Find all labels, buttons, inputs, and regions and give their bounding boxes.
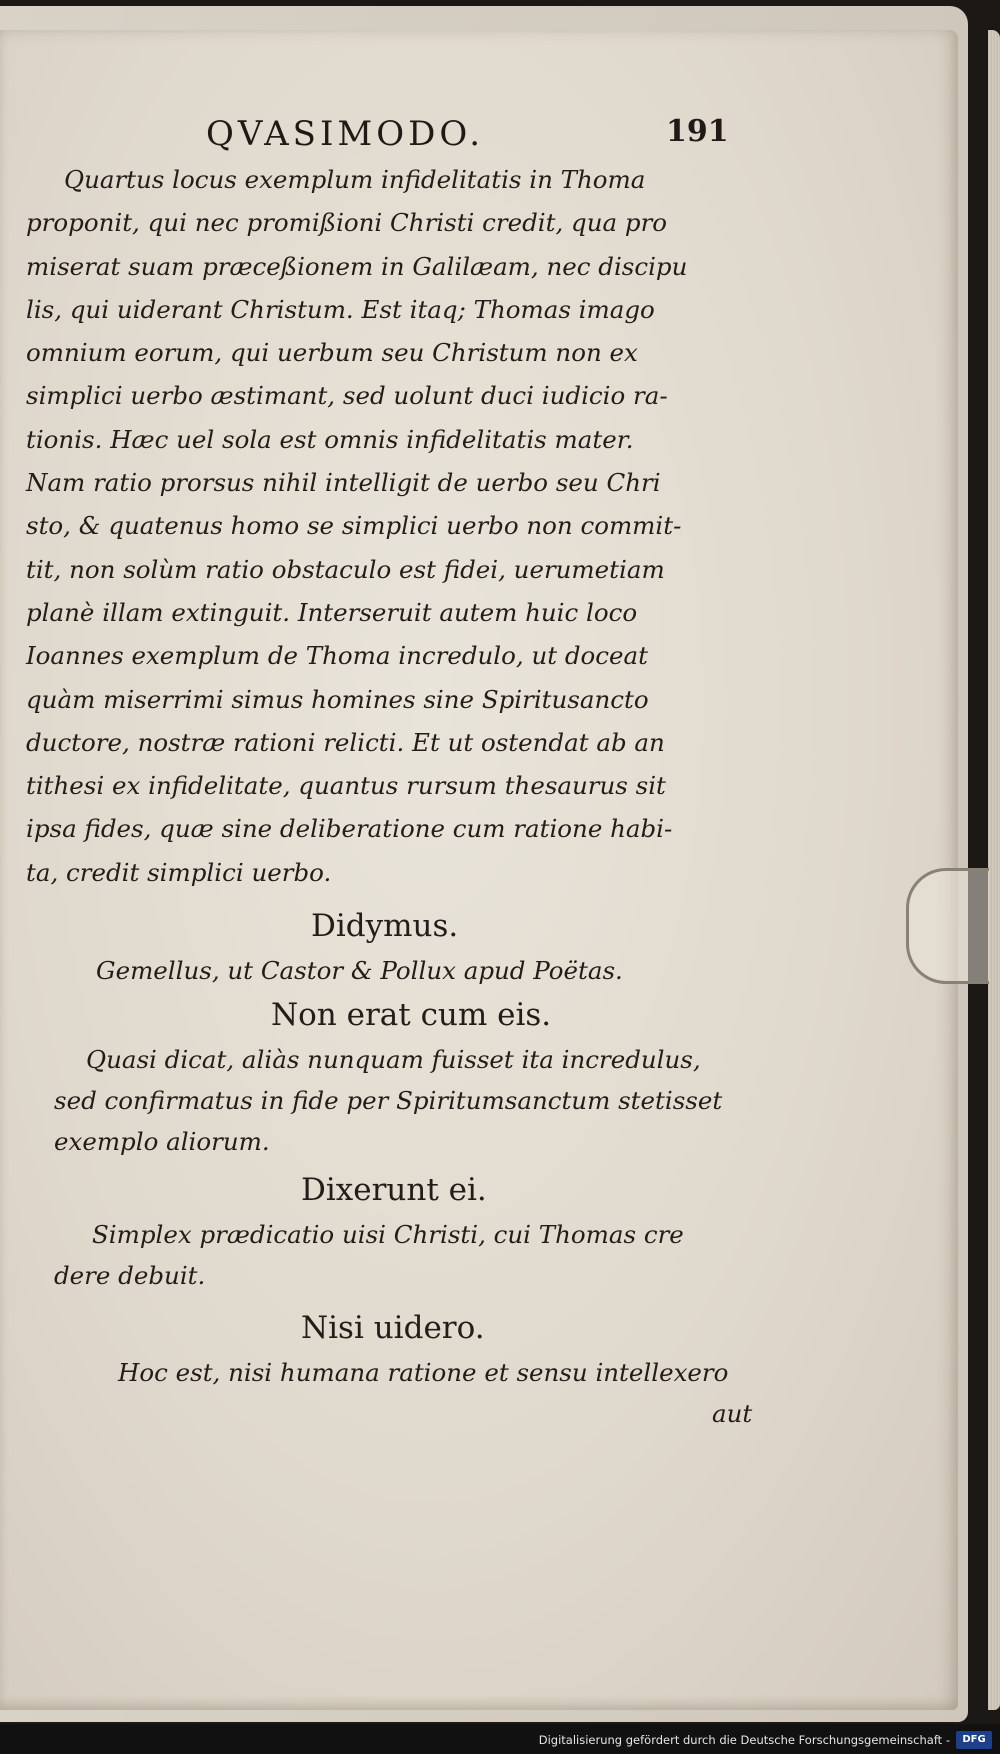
text-line: sto, & quatenus homo se simplici uerbo non commit- [26,511,682,541]
funding-credit: Digitalisierung gefördert durch die Deutsche Forschungsgemeinschaft - [538,1733,950,1747]
running-head: QVASIMODO. [206,114,485,154]
text-line: Nam ratio prorsus nihil intelligit de uerbo seu Chri [26,468,661,498]
lemma-heading: Dixerunt ei. [301,1172,487,1209]
body-paragraph [26,158,756,894]
dfg-logo: DFG [956,1731,992,1749]
text-line: miserat suam præceßionem in Galilæam, nec discipu [26,251,688,281]
text-line: Quartus locus exemplum infidelitatis in Thoma [64,165,646,194]
text-line: exemplo aliorum. [54,1127,270,1157]
page-tab-marker [906,868,989,984]
text-line: omnium eorum, qui uerbum seu Christum non ex [26,338,638,368]
text-line: sed confirmatus in fide per Spiritumsanctum stetisset [54,1086,723,1116]
text-line: lis, qui uiderant Christum. Est itaq; Thomas imago [26,294,655,324]
text-line: tit, non solùm ratio obstaculo est fidei, uerumetiam [26,554,665,584]
page-text [26,106,756,1434]
gloss-text [26,950,756,991]
text-line: dere debuit. [54,1261,206,1291]
text-line: proponit, qui nec promißioni Christi credit, qua pro [26,208,668,238]
text-line: Gemellus, ut Castor & Pollux apud Poëtas. [96,956,623,986]
lemma-heading: Didymus. [311,908,459,945]
page-edges [988,30,1000,1710]
page-number: 191 [666,114,729,149]
text-line: quàm miserrimi simus homines sine Spiritusancto [26,684,649,714]
catchword: aut [712,1399,753,1429]
gloss-text [26,1039,756,1162]
text-line: simplici uerbo æstimant, sed uolunt duci iudicio ra- [26,381,668,411]
text-line: Quasi dicat, aliàs nunquam fuisset ita incredulus, [86,1045,701,1075]
text-line: Simplex prædicatio uisi Christi, cui Thomas cre [92,1220,684,1250]
text-line: Hoc est, nisi humana ratione et sensu intellexero [118,1358,729,1388]
text-line: ta, credit simplici uerbo. [26,857,332,887]
footer-bar [0,1724,1000,1754]
gloss-text [26,1214,756,1296]
text-line: planè illam extinguit. Interseruit autem huic loco [26,597,638,627]
text-line: Ioannes exemplum de Thoma incredulo, ut doceat [26,641,648,671]
page-header [26,106,756,158]
text-line: tionis. Hæc uel sola est omnis infidelitatis mater. [26,424,634,454]
text-line: ipsa fides, quæ sine deliberatione cum ratione habi- [26,814,673,844]
text-line: ductore, nostræ rationi relicti. Et ut ostendat ab an [26,727,665,757]
text-line: tithesi ex infidelitate, quantus rursum thesaurus sit [26,771,666,801]
gloss-text [26,1352,756,1434]
lemma-heading: Nisi uidero. [301,1310,485,1347]
lemma-heading: Non erat cum eis. [271,997,552,1034]
